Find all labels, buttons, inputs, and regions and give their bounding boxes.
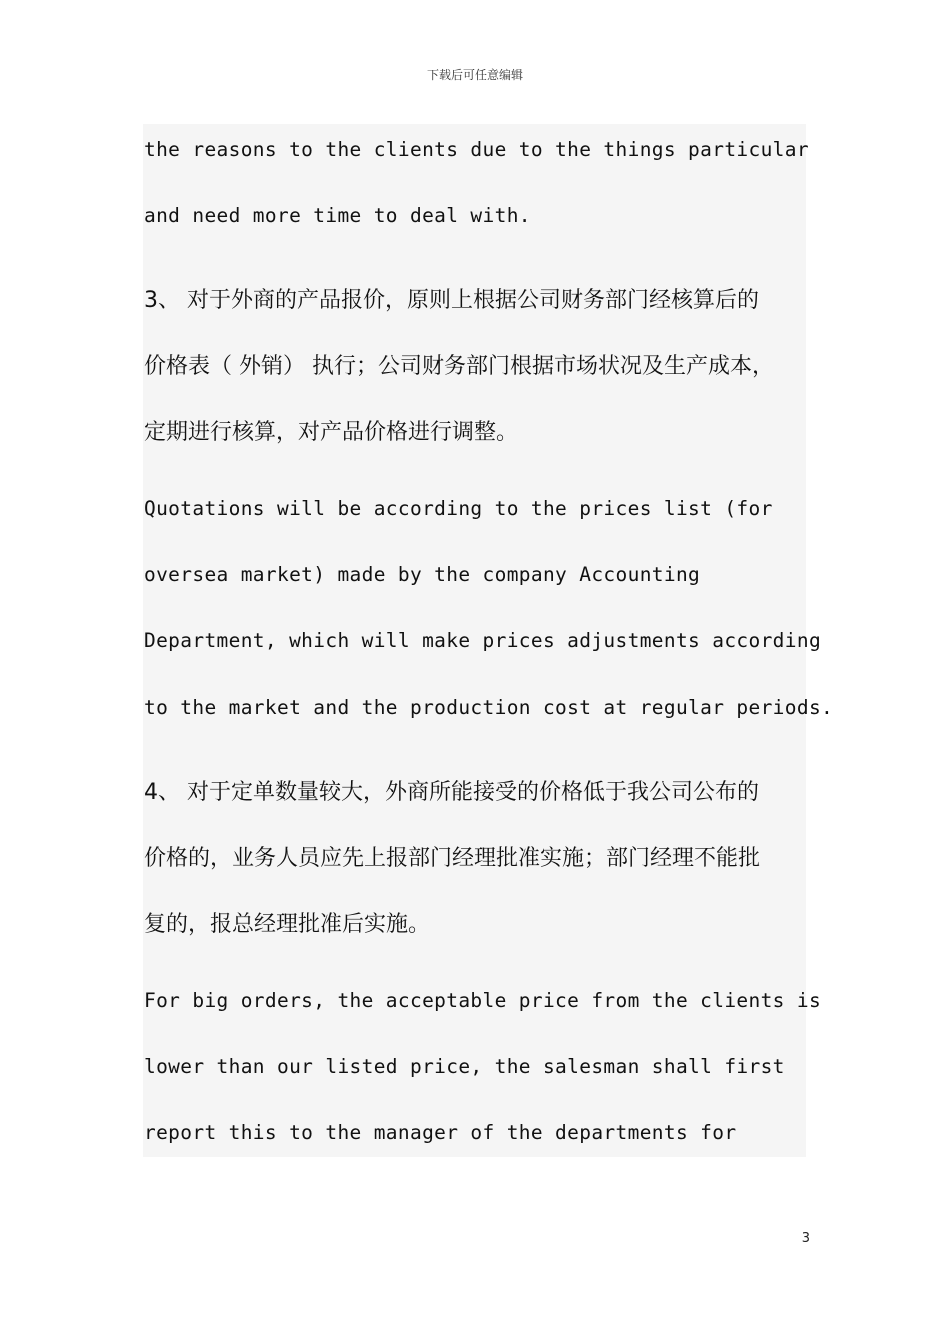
text-line: and need more time to deal with. [144, 204, 531, 227]
text-line: 价格表（ 外销） 执行；公司财务部门根据市场状况及生产成本， [144, 354, 774, 379]
text-line: report this to the manager of the departments for [144, 1121, 737, 1144]
text-line: For big orders, the acceptable price from the clients is [144, 989, 822, 1012]
page-header: 下载后可任意编辑 [426, 68, 523, 82]
text-line: lower than our listed price, the salesman shall first [144, 1055, 785, 1078]
page-number: 3 [801, 1231, 810, 1246]
text-line: Quotations will be according to the prices list (for [144, 497, 773, 520]
text-line: 复的，报总经理批准后实施。 [144, 912, 431, 937]
text-line: to the market and the production cost at regular periods. [144, 696, 834, 719]
text-line: 4、 对于定单数量较大，外商所能接受的价格低于我公司公布的 [144, 780, 759, 805]
text-line: the reasons to the clients due to the things particular [144, 138, 809, 161]
text-line: 3、 对于外商的产品报价，原则上根据公司财务部门经核算后的 [144, 288, 759, 313]
text-line: 定期进行核算，对产品价格进行调整。 [144, 420, 519, 445]
text-line: 价格的，业务人员应先上报部门经理批准实施；部门经理不能批 [144, 846, 761, 871]
text-line: oversea market) made by the company Accounting [144, 563, 701, 586]
text-line: Department, which will make prices adjustments according [144, 629, 822, 652]
document-body [143, 124, 834, 1157]
